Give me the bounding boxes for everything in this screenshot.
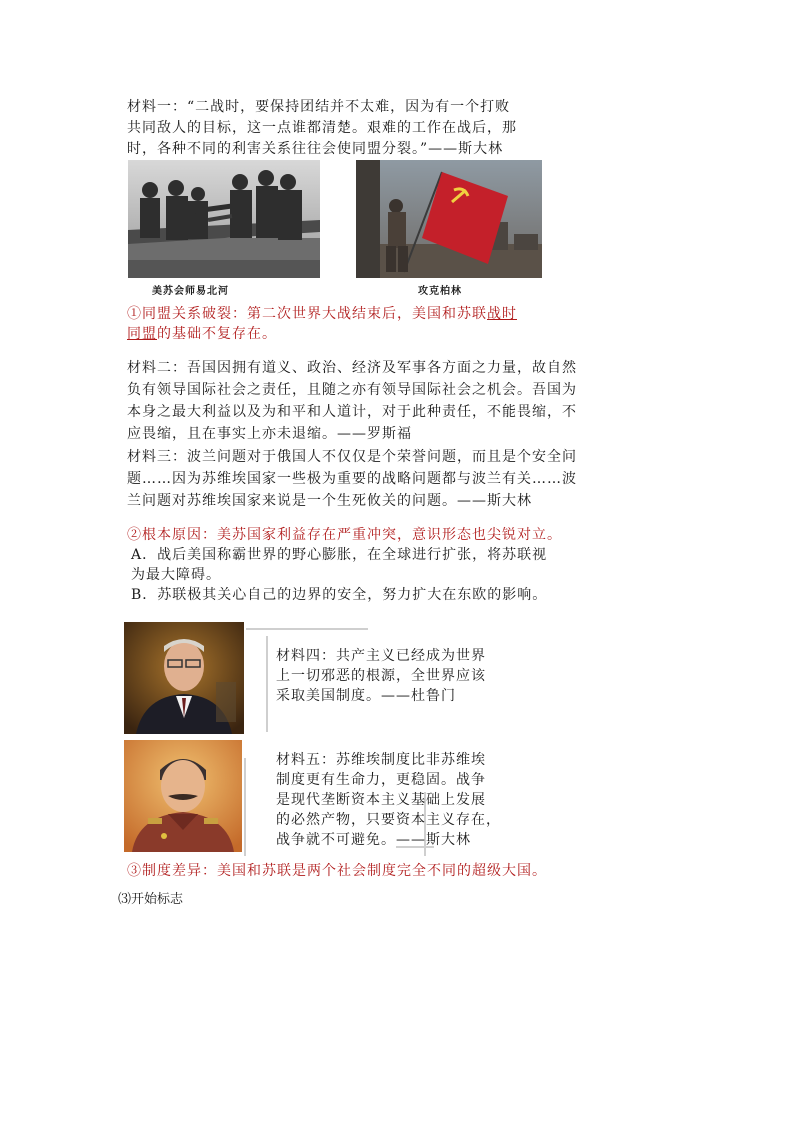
point-2-heading: ②根本原因：美苏国家利益存在严重冲突，意识形态也尖锐对立。 [127,527,562,543]
point-3: ③制度差异：美国和苏联是两个社会制度完全不同的超级大国。 [127,863,547,879]
material-2-line-1: 材料二：吾国因拥有道义、政治、经济及军事各方面之力量，故自然 [127,360,577,376]
material-2-line-4: 应畏缩，且在事实上亦未退缩。——罗斯福 [127,426,412,442]
stalin-portrait [124,740,242,852]
material-2-line-3: 本身之最大利益以及为和平和人道计，对于此种责任，不能畏缩，不 [127,404,577,420]
material-4-line-1: 材料四：共产主义已经成为世界 [276,648,486,664]
point-1-line-1 [127,304,517,324]
elbe-caption: 美苏会师易北河 [152,286,229,297]
material-5-line-5: 战争就不可避免。——斯大林 [276,832,471,848]
material-5-line-4: 的必然产物，只要资本主义存在， [276,812,501,828]
material-1-line-3: 时，各种不同的利害关系往往会使同盟分裂。”——斯大林 [127,141,504,157]
point-1-underlined-alliance: 同盟 [127,326,157,342]
truman-portrait [124,622,244,734]
point-2-a-line-2: 为最大障碍。 [131,567,221,583]
material-2-line-2: 负有领导国际社会之责任，且随之亦有领导国际社会之机会。吾国为 [127,382,577,398]
berlin-capture-photo [356,160,542,278]
material-1-line-2: 共同敌人的目标，这一点谁都清楚。艰难的工作在战后，那 [127,120,517,136]
material-4-line-3: 采取美国制度。——杜鲁门 [276,688,456,704]
elbe-meeting-photo [128,160,320,278]
section-heading: ⑶开始标志 [118,892,184,907]
material-5-line-3: 是现代垄断资本主义基础上发展 [276,792,486,808]
point-1-line-2 [127,324,277,344]
material-3-line-3: 兰问题对苏维埃国家来说是一个生死攸关的问题。——斯大林 [127,493,532,509]
material-1-line-1: 材料一：“二战时，要保持团结并不太难，因为有一个打败 [127,99,511,115]
material-5-line-2: 制度更有生命力，更稳固。战争 [276,772,486,788]
material-3-line-2: 题……因为苏维埃国家一些极为重要的战略问题都与波兰有关……波 [127,471,577,487]
point-2-b-line: B．苏联极其关心自己的边界的安全，努力扩大在东欧的影响。 [131,587,548,603]
berlin-caption: 攻克柏林 [418,286,462,297]
point-1-lead: ①同盟关系破裂：第二次世界大战结束后，美国和苏联 [127,306,487,322]
material-5-line-1: 材料五：苏维埃制度比非苏维埃 [276,752,486,768]
point-1-underlined-wartime: 战时 [487,306,517,322]
point-2-a-line-1: A．战后美国称霸世界的野心膨胀，在全球进行扩张，将苏联视 [131,547,548,563]
material-3-line-1: 材料三：波兰问题对于俄国人不仅仅是个荣誉问题，而且是个安全问 [127,449,577,465]
point-1-tail: 的基础不复存在。 [157,326,277,342]
material-4-line-2: 上一切邪恶的根源，全世界应该 [276,668,486,684]
